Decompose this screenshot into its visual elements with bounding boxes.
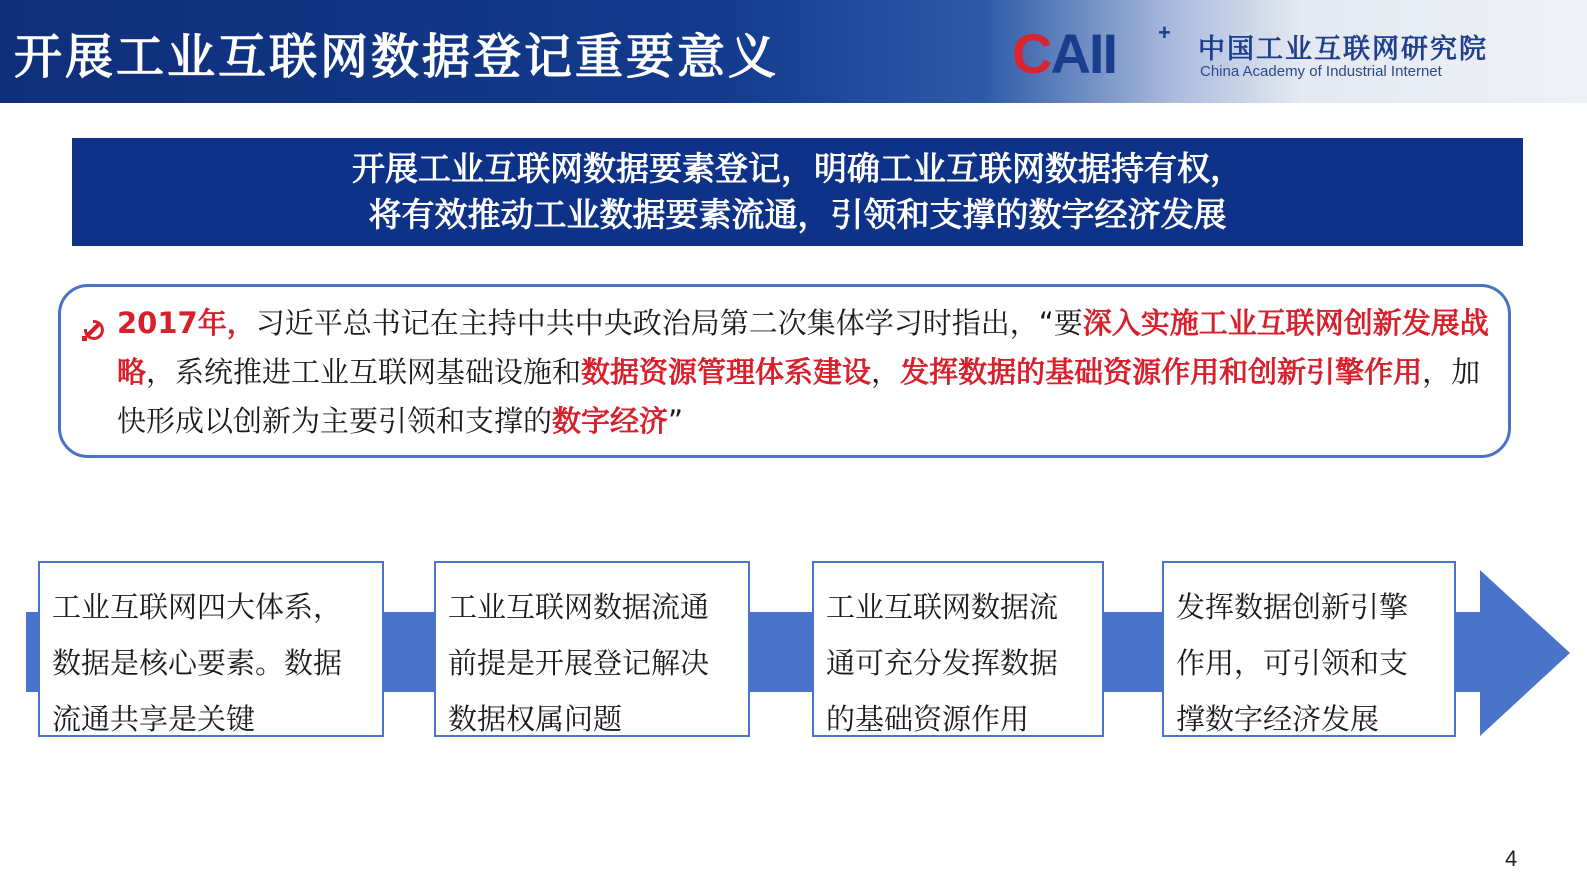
party-emblem-icon	[79, 315, 107, 343]
flow-step-3	[812, 561, 1104, 737]
quote-segment: 发挥数据的基础资源作用和创新引擎作用	[900, 355, 1423, 389]
quote-segment: 深入实施工业互联网创新发展战略	[117, 306, 1489, 389]
quote-text	[117, 299, 1502, 446]
arrow-right-icon	[1480, 570, 1570, 736]
quote-segment: 2017年，	[117, 306, 256, 340]
flow-step-line: 数据权属问题	[448, 702, 623, 736]
quote-segment: 习近平总书记在主持中共中央政治局第二次集体学习时指出，“要	[255, 306, 1083, 340]
flow-step-line: 工业互联网数据流通	[448, 590, 710, 624]
flow-step-line: 发挥数据创新引擎	[1176, 590, 1409, 624]
banner-line-1: 开展工业互联网数据要素登记，明确工业互联网数据持有权，	[352, 149, 1243, 188]
quote-box	[58, 284, 1511, 458]
flow-step-1	[38, 561, 384, 737]
page-title: 开展工业互联网数据登记重要意义	[14, 29, 780, 85]
quote-segment: 数字经济	[552, 404, 669, 438]
logo-chinese-name: 中国工业互联网研究院	[1198, 34, 1488, 65]
flow-step-line: 数据是核心要素。数据	[52, 646, 343, 680]
flow-step-2	[434, 561, 750, 737]
quote-segment: ”	[668, 404, 684, 438]
logo-english-name: China Academy of Industrial Internet	[1200, 63, 1442, 80]
flow-step-line: 作用，可引领和支	[1176, 646, 1409, 680]
flow-step-line: 撑数字经济发展	[1176, 702, 1380, 736]
flow-step-line: 工业互联网四大体系，	[52, 590, 343, 624]
page-number: 4	[1505, 846, 1518, 871]
banner-line-2: 将有效推动工业数据要素流通，引领和支撑的数字经济发展	[368, 195, 1227, 234]
quote-segment: ，	[871, 355, 901, 389]
flow-step-line: 前提是开展登记解决	[448, 646, 710, 680]
flow-step-4	[1162, 561, 1456, 737]
flow-step-line: 通可充分发挥数据	[826, 646, 1059, 680]
flow-step-line: 工业互联网数据流	[826, 590, 1059, 624]
summary-banner	[72, 138, 1523, 246]
quote-segment: ，系统推进工业互联网基础设施和	[146, 355, 582, 389]
logo-plus-icon: +	[1158, 20, 1171, 45]
logo-caii-text: CAII	[1012, 22, 1117, 85]
flow-step-line: 流通共享是关键	[52, 702, 256, 736]
quote-segment: ，加快形成以创新为主要引领和支撑的	[117, 355, 1481, 438]
flow-step-line: 的基础资源作用	[826, 702, 1030, 736]
quote-segment: 数据资源管理体系建设	[581, 355, 872, 389]
